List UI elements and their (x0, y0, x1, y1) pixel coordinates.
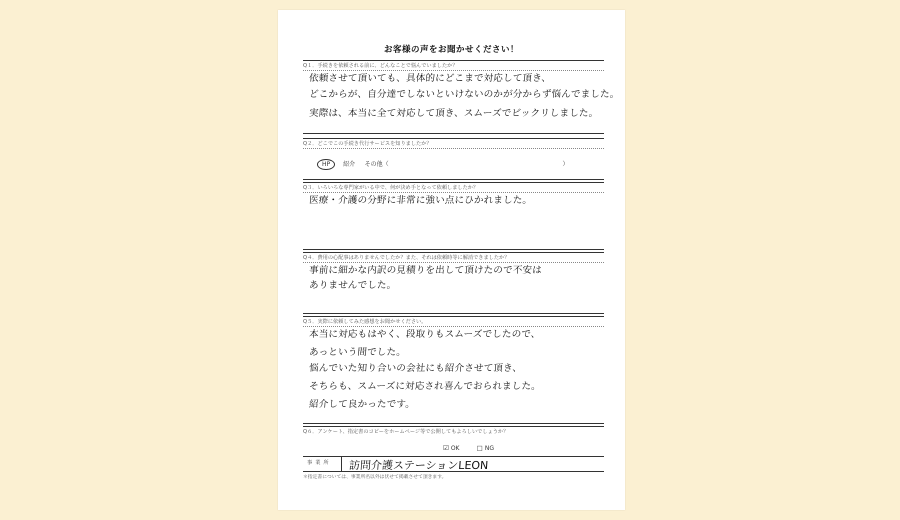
option-other: その他（ (364, 161, 389, 168)
office-label: 事業所 (307, 460, 332, 466)
survey-sheet (278, 10, 625, 510)
q4-answer-line-2: ありませんでした。 (308, 280, 397, 291)
q3-answer-line-1: 医療・介護の分野に非常に強い点にひかれました。 (308, 195, 533, 206)
ok-checkbox-icon: ☑ (443, 444, 449, 452)
q3-question: Q３．いろいろな専門家がいる中で、何が決め手となって依頼しましたか？ (303, 182, 604, 191)
q1-answer-line-2: どこからが、自分達でしないといけないのかが分からず悩んでました。 (308, 89, 620, 100)
ng-label: NG (484, 445, 494, 452)
survey-title: お客様の声をお聞かせください！ (383, 45, 519, 55)
office-row (303, 456, 604, 472)
ng-checkbox-icon: □ (476, 444, 483, 452)
option-hp: HP (317, 159, 335, 170)
option-other-close: ） (562, 161, 569, 168)
q5-answer-line-3: 悩んでいた知り合いの会社にも紹介させて頂き、 (308, 363, 523, 374)
footnote: ＊指定書については、事業所名以外は伏せて掲載させて頂きます。 (303, 475, 447, 480)
q5-answer-line-4: そちらも、スムーズに対応され喜んでおられました。 (308, 381, 542, 392)
ok-label: OK (450, 445, 460, 452)
q5-answer-line-5: 紹介して良かったです。 (308, 399, 416, 410)
q1-answer-line-3: 実際は、本当に全て対応して頂き、スムーズでビックリしました。 (308, 108, 599, 119)
q4-answer-line-1: 事前に細かな内訳の見積りを出して頂けたので不安は (308, 265, 543, 276)
q6-question: Q６．アンケート、指定書のコピーをホームページ等で公開してもよろしいでしょうか？ (303, 426, 604, 435)
q2-question: Q２．どこでこの手続き代行サービスを知りましたか？ (303, 138, 604, 147)
q5-question: Q５．実際に依頼してみた感想をお聞かせください。 (303, 316, 604, 325)
q5-answer-line-1: 本当に対応もはやく、段取りもスムーズでしたので、 (308, 329, 541, 340)
q1-answer-line-1: 依頼させて頂いても、具体的にどこまで対応して頂き、 (308, 73, 552, 84)
q1-question: Q１．手続きを依頼される前に、どんなことで悩んでいましたか？ (303, 60, 604, 69)
office-name: 訪問介護ステーションLEON (348, 459, 489, 472)
q2-options (317, 159, 569, 170)
office-divider (341, 457, 342, 471)
q4-question: Q４．費用の心配事はありませんでしたか？また、それは依頼時等に解消できましたか？ (303, 252, 604, 261)
q6-options (443, 444, 494, 452)
option-intro: 紹介 (343, 161, 356, 168)
q5-answer-line-2: あっという間でした。 (308, 347, 407, 358)
